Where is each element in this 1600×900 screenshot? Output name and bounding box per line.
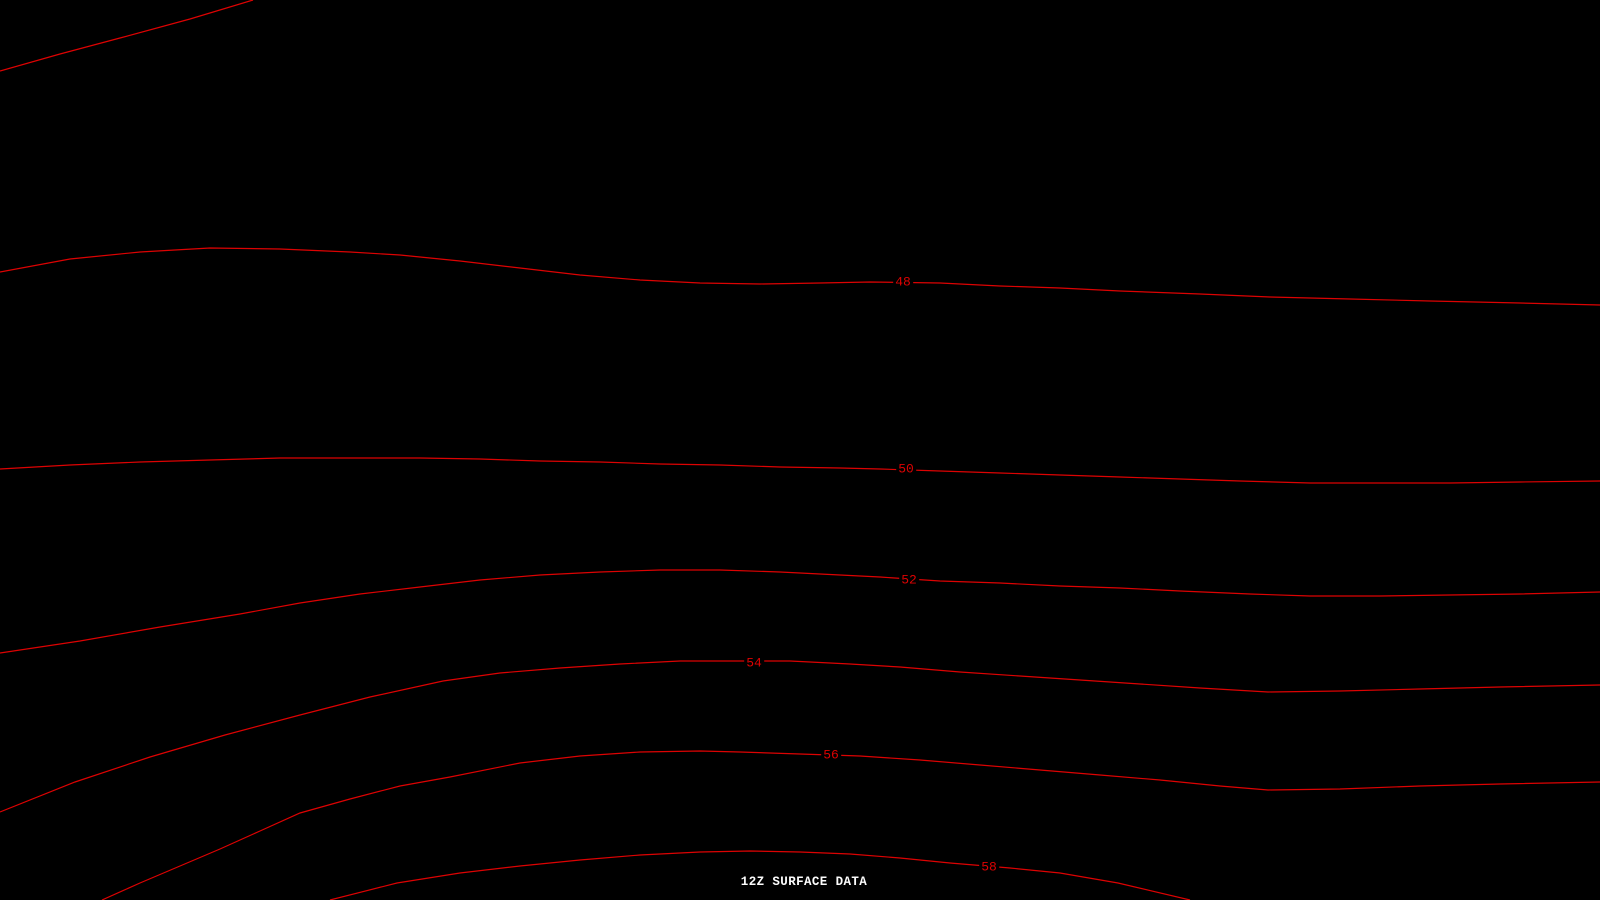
contour-label-50: 50 <box>898 461 914 477</box>
plot-title: 12Z SURFACE DATA <box>740 875 868 889</box>
contour-line-52 <box>0 570 1600 653</box>
contour-line-unlabeled <box>0 0 253 71</box>
contour-label-48: 48 <box>895 274 911 290</box>
contour-label-52: 52 <box>901 572 917 588</box>
contour-line-48 <box>0 248 1600 305</box>
contour-line-54 <box>0 661 1600 812</box>
contour-label-56: 56 <box>823 747 839 763</box>
contour-line-50 <box>0 458 1600 483</box>
contour-label-58: 58 <box>981 859 997 875</box>
contour-label-54: 54 <box>746 655 762 671</box>
